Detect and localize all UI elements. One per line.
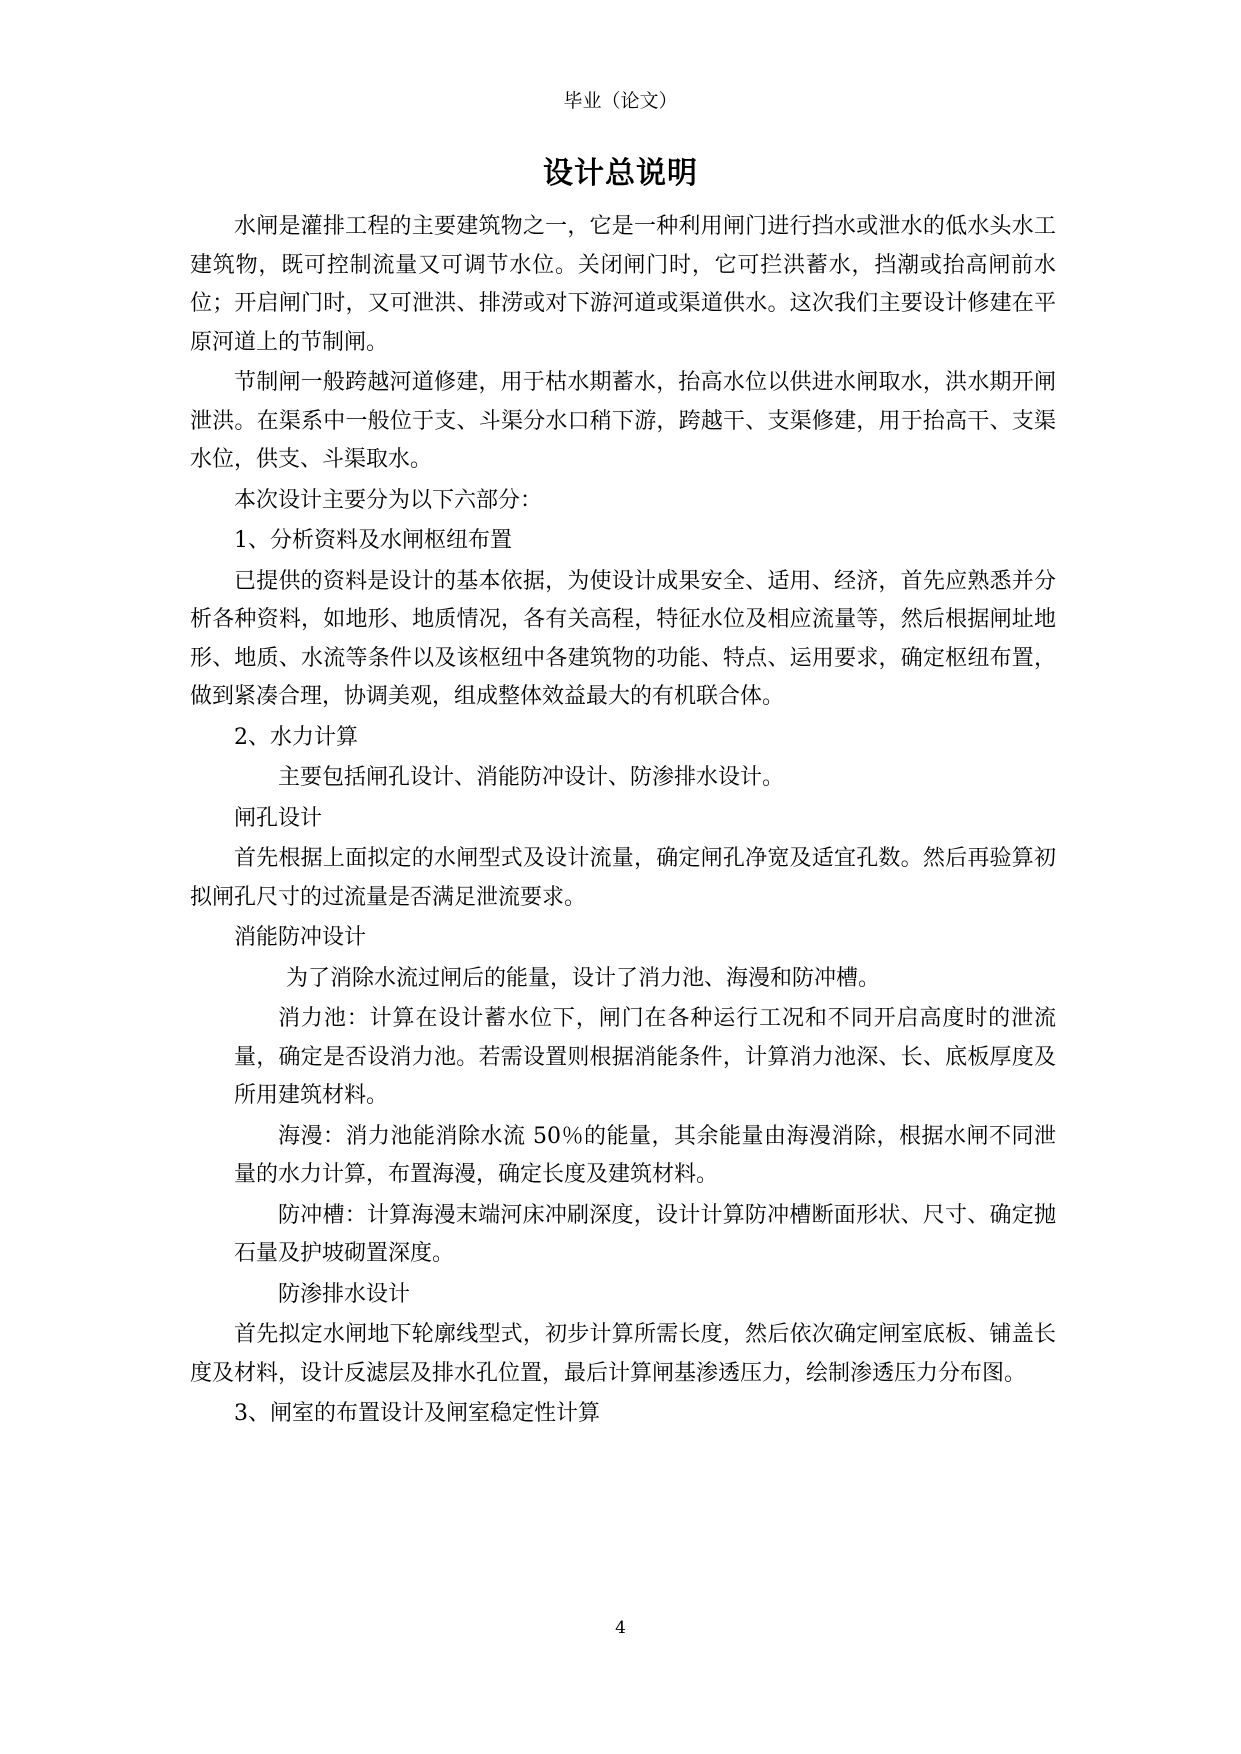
paragraph-stilling-basin: 消力池：计算在设计蓄水位下，闸门在各种运行工况和不同开启高度时的泄流量，确定是否设消力池。若需设置则根据消能条件，计算消力池深、长、底板厚度及所用建筑材料。 bbox=[234, 1006, 1056, 1108]
section-heading-2: 2、水力计算 bbox=[234, 724, 358, 750]
page-title: 设计总说明 bbox=[543, 156, 698, 191]
paragraph-overview: 本次设计主要分为以下六部分： bbox=[234, 487, 543, 513]
paragraph-scour-trench: 防冲槽：计算海漫末端河床冲刷深度，设计计算防冲槽断面形状、尺寸、确定抛石量及护坡砌置深度。 bbox=[234, 1202, 1056, 1266]
section-heading-1: 1、分析资料及水闸枢纽布置 bbox=[234, 528, 512, 553]
subheading-gate-opening: 闸孔设计 bbox=[234, 805, 323, 831]
paragraph-apron: 海漫：消力池能消除水流 50％的能量，其余能量由海漫消除，根据水闸不同泄量的水力计算，布置海漫，确定长度及建筑材料。 bbox=[234, 1123, 1056, 1187]
paragraph-data-analysis: 已提供的资料是设计的基本依据，为使设计成果安全、适用、经济，首先应熟悉并分析各种资料，如地形、地质情况，各有关高程，特征水位及相应流量等，然后根据闸址地形、地质、水流等条件以及该枢纽中各建筑物的功能、特点、运用要求，确定枢纽布置，做到紧凑合理，协调美观，组成整体效益最大的有机联合体。 bbox=[190, 568, 1056, 709]
section-heading-3: 3、闸室的布置设计及闸室稳定性计算 bbox=[234, 1401, 600, 1426]
paragraph-hydraulic-summary: 主要包括闸孔设计、消能防冲设计、防渗排水设计。 bbox=[278, 765, 785, 790]
subheading-energy-dissipation: 消能防冲设计 bbox=[234, 925, 367, 950]
running-header: 毕业（论文） bbox=[563, 90, 678, 112]
paragraph-energy-dissipation: 为了消除水流过闸后的能量，设计了消力池、海漫和防冲槽。 bbox=[286, 965, 881, 991]
paragraph-gate-opening: 首先根据上面拟定的水闸型式及设计流量，确定闸孔净宽及适宜孔数。然后再验算初拟闸孔尺寸的过流量是否满足泄流要求。 bbox=[190, 846, 1056, 910]
paragraph-intro: 水闸是灌排工程的主要建筑物之一，它是一种利用闸门进行挡水或泄水的低水头水工建筑物，既可控制流量又可调节水位。关闭闸门时，它可拦洪蓄水，挡潮或抬高闸前水位；开启闸门时，又可泄洪、排涝或对下游河道或渠道供水。这次我们主要设计修建在平原河道上的节制闸。 bbox=[190, 214, 1056, 355]
paragraph-check-gate: 节制闸一般跨越河道修建，用于枯水期蓄水，抬高水位以供进水闸取水，洪水期开闸泄洪。在渠系中一般位于支、斗渠分水口稍下游，跨越干、支渠修建，用于抬高干、支渠水位，供支、斗渠取水。 bbox=[190, 370, 1056, 472]
paragraph-seepage: 首先拟定水闸地下轮廓线型式，初步计算所需长度，然后依次确定闸室底板、铺盖长度及材料，设计反滤层及排水孔位置，最后计算闸基渗透压力，绘制渗透压力分布图。 bbox=[190, 1322, 1056, 1386]
subheading-seepage: 防渗排水设计 bbox=[278, 1281, 411, 1307]
document-body bbox=[190, 208, 1056, 1434]
page-number: 4 bbox=[615, 1618, 626, 1638]
